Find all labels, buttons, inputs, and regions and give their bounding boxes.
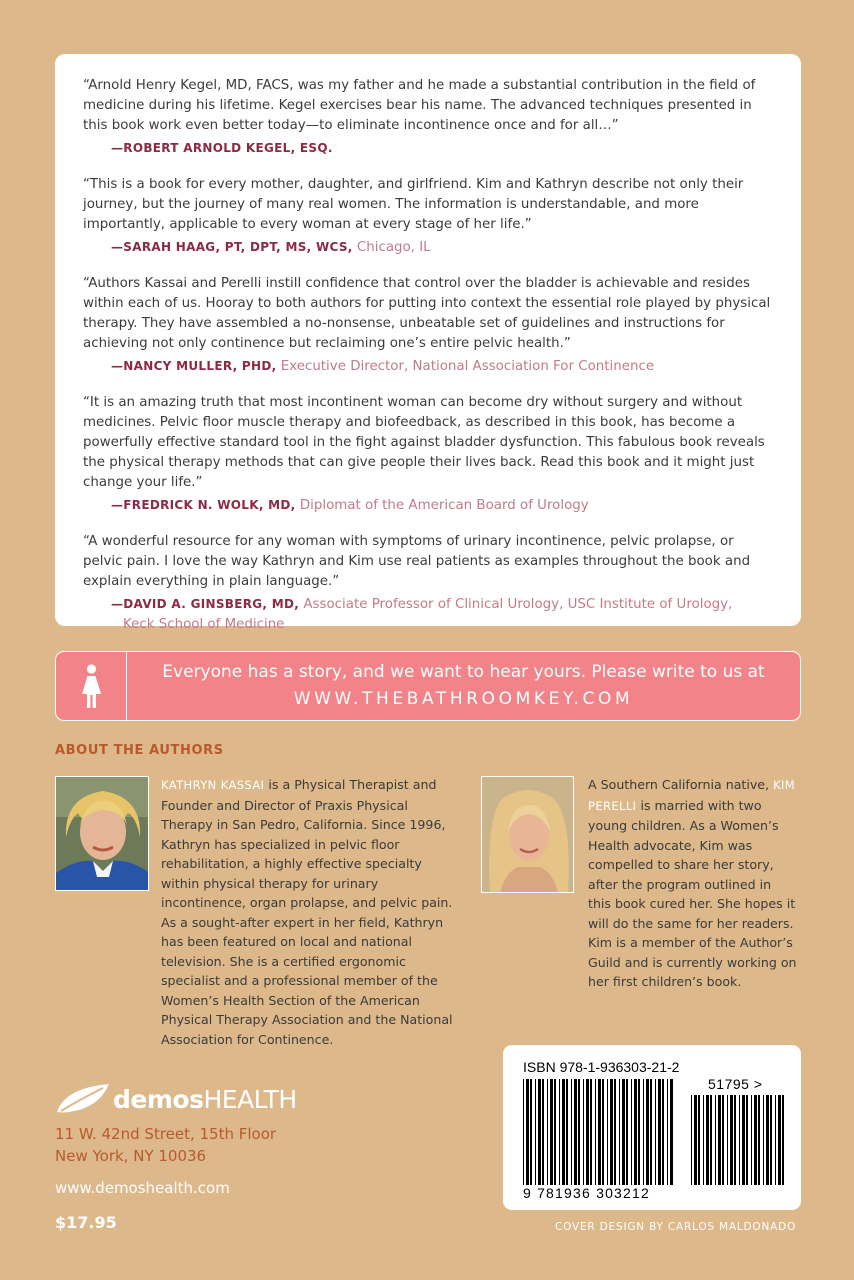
banner-icon-box xyxy=(56,652,127,720)
leaf-logo-icon xyxy=(55,1082,111,1118)
barcode-bar xyxy=(526,1079,529,1185)
kim-perelli-name: KIM PERELLI xyxy=(588,778,796,813)
testimonial-text: “Arnold Henry Kegel, MD, FACS, was my father and he made a substantial contribution in the field of medicine during his lifetime. Kegel exercises bear his name. The advanced techniques presented in this book work even better today—to eliminate incontinence once and for all…” xyxy=(83,78,756,133)
kathryn-kassai-name: KATHRYN KASSAI xyxy=(161,778,265,792)
barcode-bar xyxy=(691,1095,692,1185)
testimonial-text: “This is a book for every mother, daughter, and girlfriend. Kim and Kathryn describe not only their journey, but the journey of many real women. The information is understandable, and more importantly, applicable to every woman at every stage of her life.” xyxy=(83,177,744,232)
testimonial-3 xyxy=(83,274,777,377)
barcode-bar xyxy=(626,1079,628,1185)
ean-barcode-bars xyxy=(523,1079,675,1185)
barcode-bar xyxy=(742,1095,745,1185)
price-barcode-bars xyxy=(691,1095,785,1185)
banner-message: Everyone has a story, and we want to hear yours. Please write to us at xyxy=(162,662,765,682)
barcode-bar xyxy=(754,1095,757,1185)
barcode-bar xyxy=(598,1079,601,1185)
barcode-bar xyxy=(622,1079,625,1185)
barcode-bar xyxy=(610,1079,613,1185)
barcode-bar xyxy=(655,1079,656,1185)
kim-perelli-bio-intro: A Southern California native, xyxy=(588,777,774,792)
barcode-bar xyxy=(667,1079,668,1185)
barcode-bar xyxy=(535,1079,536,1185)
barcode-bar xyxy=(751,1095,752,1185)
barcode-bar xyxy=(643,1079,644,1185)
testimonial-author: —FREDRICK N. WOLK, MD, xyxy=(111,498,296,512)
testimonial-author-title: Executive Director, National Association For Continence xyxy=(280,359,655,374)
testimonial-4 xyxy=(83,393,777,516)
barcode-bar xyxy=(698,1095,700,1185)
barcode-bar xyxy=(578,1079,580,1185)
logo-word-demos: demos xyxy=(113,1085,204,1114)
barcode-bar xyxy=(706,1095,709,1185)
barcode-bar xyxy=(718,1095,721,1185)
testimonial-author: —ROBERT ARNOLD KEGEL, ESQ. xyxy=(111,141,333,155)
barcode-price-code: 51795 xyxy=(708,1076,750,1092)
barcode-bar xyxy=(646,1079,649,1185)
woman-restroom-icon xyxy=(56,652,127,720)
testimonial-text: “Authors Kassai and Perelli instill confidence that control over the bladder is achievable and resides within each of us. Hooray to both authors for putting into context the essential role played by physical therapy. They have assembled a no-nonsense, unbeatable set of guidelines and instructions for achieving not only continence but reclaiming one’s entire pelvic health.” xyxy=(83,276,771,351)
barcode-bar xyxy=(574,1079,577,1185)
barcode-bar xyxy=(590,1079,592,1185)
barcode-bar xyxy=(782,1095,784,1185)
barcode-bar xyxy=(571,1079,572,1185)
isbn-label: ISBN 978-1-936303-21-2 xyxy=(523,1059,680,1075)
barcode-bar xyxy=(763,1095,764,1185)
barcode-bar xyxy=(595,1079,596,1185)
barcode-bar xyxy=(770,1095,772,1185)
barcode-bar xyxy=(619,1079,620,1185)
barcode-bar xyxy=(559,1079,560,1185)
kathryn-kassai-photo xyxy=(55,776,149,891)
barcode-bar xyxy=(662,1079,664,1185)
barcode-bar xyxy=(538,1079,541,1185)
testimonial-author-title: Associate Professor of Clinical Urology, USC Institute of Urology, xyxy=(303,597,733,612)
barcode-bar xyxy=(554,1079,556,1185)
barcode-bar xyxy=(602,1079,604,1185)
testimonials-card xyxy=(55,54,801,632)
barcode-bar xyxy=(766,1095,769,1185)
barcode-bar xyxy=(562,1079,565,1185)
testimonial-author: —NANCY MULLER, PHD, xyxy=(111,359,277,373)
author-portrait-image xyxy=(482,777,574,893)
barcode-arrow-icon: > xyxy=(749,1076,763,1092)
barcode-bar xyxy=(703,1095,704,1185)
barcode-card xyxy=(503,1045,801,1210)
barcode-bar xyxy=(586,1079,589,1185)
barcode-bar xyxy=(631,1079,632,1185)
barcode-bar xyxy=(530,1079,532,1185)
kim-perelli-bio xyxy=(588,775,798,992)
barcode-bar xyxy=(722,1095,724,1185)
testimonial-text: “A wonderful resource for any woman with symptoms of urinary incontinence, pelvic prolapse, or pelvic pain. I love the way Kathryn and Kim use real patients as examples throughout the book and explain everything in plain language.” xyxy=(83,534,751,589)
barcode-bar xyxy=(758,1095,760,1185)
barcode-bar xyxy=(566,1079,568,1185)
barcode-bar xyxy=(547,1079,548,1185)
barcode-bar xyxy=(727,1095,728,1185)
testimonial-author: —SARAH HAAG, PT, DPT, MS, WCS, xyxy=(111,240,353,254)
kim-perelli-bio-text: is married with two young children. As a Women’s Health advocate, Kim was compelled to share her story, after the program outlined in this book cured her. She hopes it will do the same for her readers. Kim is a member of the Author’s Guild and is currently working on her first children’s book. xyxy=(588,797,797,989)
kim-perelli-photo xyxy=(481,776,574,893)
barcode-bar xyxy=(746,1095,748,1185)
barcode-bar xyxy=(550,1079,553,1185)
testimonial-5 xyxy=(83,532,777,635)
testimonial-author: —DAVID A. GINSBERG, MD, xyxy=(111,597,300,611)
author-portrait-image xyxy=(56,777,149,891)
ean-digits: 9 781936 303212 xyxy=(523,1185,650,1201)
about-authors-heading: ABOUT THE AUTHORS xyxy=(55,743,224,758)
barcode-bar xyxy=(739,1095,740,1185)
barcode-bar xyxy=(638,1079,640,1185)
barcode-bar xyxy=(715,1095,716,1185)
barcode-bar xyxy=(607,1079,608,1185)
website-banner xyxy=(55,651,801,721)
kathryn-kassai-bio xyxy=(161,775,461,1049)
testimonial-author-title-cont: Keck School of Medicine xyxy=(123,617,285,632)
barcode-bar xyxy=(694,1095,697,1185)
barcode-bar xyxy=(634,1079,637,1185)
banner-website-link[interactable]: WWW.THEBATHROOMKEY.COM xyxy=(293,689,634,709)
barcode-bar xyxy=(730,1095,733,1185)
barcode-bar xyxy=(775,1095,776,1185)
barcode-bar xyxy=(670,1079,673,1185)
barcode-bar xyxy=(710,1095,712,1185)
publisher-address xyxy=(55,1123,276,1167)
testimonial-author-title: Chicago, IL xyxy=(356,240,431,255)
book-price: $17.95 xyxy=(55,1213,117,1232)
barcode-bar xyxy=(542,1079,544,1185)
barcode-bar xyxy=(734,1095,736,1185)
kathryn-kassai-bio-text: is a Physical Therapist and Founder and Director of Praxis Physical Therapy in San Pedro, California. Since 1996, Kathryn has specialized in pelvic floor rehabilitation, a highly effective specialty within physical therapy for urinary incontinence, organ prolapse, and pelvic pain. As a sought-after expert in her field, Kathryn has been featured on local and national television. She is a certified ergonomic specialist and a professional member of the Women’s Health Section of the American Physical Therapy Association and the National Association for Continence. xyxy=(161,777,453,1047)
publisher-website[interactable]: www.demoshealth.com xyxy=(55,1179,230,1197)
address-line-1: 11 W. 42nd Street, 15th Floor xyxy=(55,1125,277,1143)
barcode-bar xyxy=(614,1079,616,1185)
barcode-bar xyxy=(658,1079,661,1185)
barcode-bar xyxy=(523,1079,524,1185)
testimonial-1 xyxy=(83,76,777,159)
barcode-bar xyxy=(583,1079,584,1185)
address-line-2: New York, NY 10036 xyxy=(55,1147,207,1165)
testimonial-text: “It is an amazing truth that most incontinent woman can become dry without surgery and without medicines. Pelvic floor muscle therapy and biofeedback, as described in this book, has become a powerfully effective standard tool in the fight against bladder dysfunction. This fabulous book reveals the physical therapy methods that can give people their lives back. Read this book and it might just change your life.” xyxy=(83,395,765,490)
testimonial-author-title: Diplomat of the American Board of Urology xyxy=(299,498,589,513)
logo-word-health: HEALTH xyxy=(203,1085,297,1114)
demos-health-logo xyxy=(55,1082,315,1118)
barcode-bar xyxy=(778,1095,781,1185)
barcode-bar xyxy=(650,1079,652,1185)
cover-design-credit: COVER DESIGN BY CARLOS MALDONADO xyxy=(555,1221,797,1233)
testimonial-2 xyxy=(83,175,777,258)
